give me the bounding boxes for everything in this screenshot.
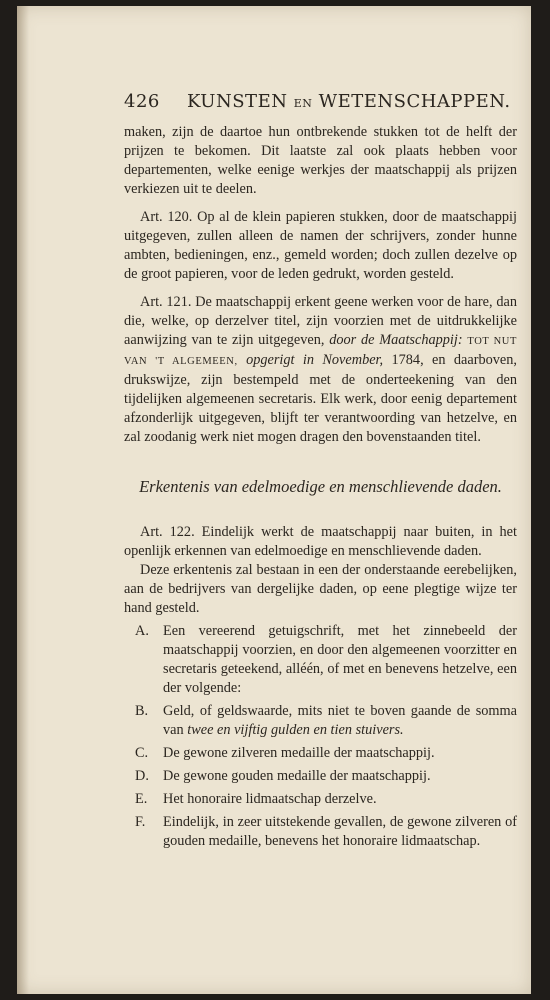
erkentenis-paragraph: Deze erkentenis zal bestaan in een der onderstaande eerebelijken, aan de bedrijvers van dergelijke daden, op eene plegtige wijze ter hand gesteld. [124,562,517,616]
list-item [124,813,517,851]
list-item [124,702,517,740]
article-121 [124,293,517,447]
list-item-label: F. [135,814,146,830]
list-item-label: B. [135,703,149,719]
article-120-label: Art. 120. [140,209,193,225]
list-item-text: Een vereerend getuigschrift, met het zinnebeeld der maatschappij voorzien, en door den algemeenen voorzitter en secretaris geteekend, alléén, of met en benevens hetzelve, een der volgende: [163,623,517,696]
list-item-text: De gewone gouden medaille der maatschappij. [163,768,431,784]
page-number: 426 [124,91,160,112]
article-122-label: Art. 122. [140,524,195,540]
list-item-label: D. [135,768,149,784]
body-text [124,123,517,851]
article-120 [124,208,517,284]
running-title [187,91,511,112]
list-item [124,790,517,809]
list-item-label: A. [135,623,149,639]
article-121-italic-2: opgerigt in November, [246,352,384,368]
running-title-part1: KUNSTEN [187,91,288,112]
article-120-text: Op al de klein papieren stukken, door de maatschappij uitgegeven, zullen alleen de namen der schrijvers, zonder hunne ambten, bedieningen, enz., gemeld worden; doch zullen dezelve op de groot papieren, voor de leden gedrukt, worden gesteld. [124,209,517,282]
running-title-part2: WETENSCHAPPEN. [318,91,511,112]
article-121-text-1: De maatschappij erkent geene werken voor de hare, dan die, welke, op derzelver titel, zijn voorzien met de uitdrukkelijke aanwijzing van te zijn uitgegeven, [124,294,518,348]
list-item-label: E. [135,791,148,807]
list-item-text: Geld, of geldswaarde, mits niet te boven gaande de somma van [163,703,517,738]
article-122-text: Eindelijk werkt de maatschappij naar buiten, in het openlijk erkennen van edelmoedige en menschlievende daden. [124,524,518,559]
article-121-smallcaps: TOT NUT VAN 'T ALGEMEEN, [124,336,518,367]
page-spine-shadow [17,6,29,994]
book-page [17,6,531,994]
list-item-label: C. [135,745,149,761]
article-121-italic-1: door de Maatschappij: [329,332,463,348]
section-heading: Erkentenis van edelmoedige en menschlievende daden. [139,477,502,496]
list-item [124,622,517,698]
list-item-text: Eindelijk, in zeer uitstekende gevallen, de gewone zilveren of gouden medaille, benevens het honoraire lidmaatschap. [163,814,517,849]
list-item-italic: twee en vijftig gulden en tien stuivers. [187,722,404,738]
intro-paragraph: maken, zijn de daartoe hun ontbrekende stukken tot de helft der prijzen te bekomen. Dit laatste zal ook plaats hebben voor departementen, welke eenige werkjes der maatschappij als prijzen verkiezen uit te deelen. [124,124,517,197]
article-122 [124,523,517,561]
running-title-en: EN [293,97,313,110]
list-item-text: De gewone zilveren medaille der maatschappij. [163,745,435,761]
list-item [124,744,517,763]
list-item [124,767,517,786]
article-121-label: Art. 121. [140,294,192,310]
article-121-text-2: 1784, en daarboven, drukswijze, zijn bestempeld met de onderteekening van den tijdelijken algemeenen secretaris. Elk werk, door eenig departement afzonderlijk uitgegeven, blijft ter verantwoording van hetzelve, en zal zoodanig werk niet mogen dragen den bovenstaanden titel. [124,352,517,445]
list-item-text: Het honoraire lidmaatschap derzelve. [163,791,377,807]
